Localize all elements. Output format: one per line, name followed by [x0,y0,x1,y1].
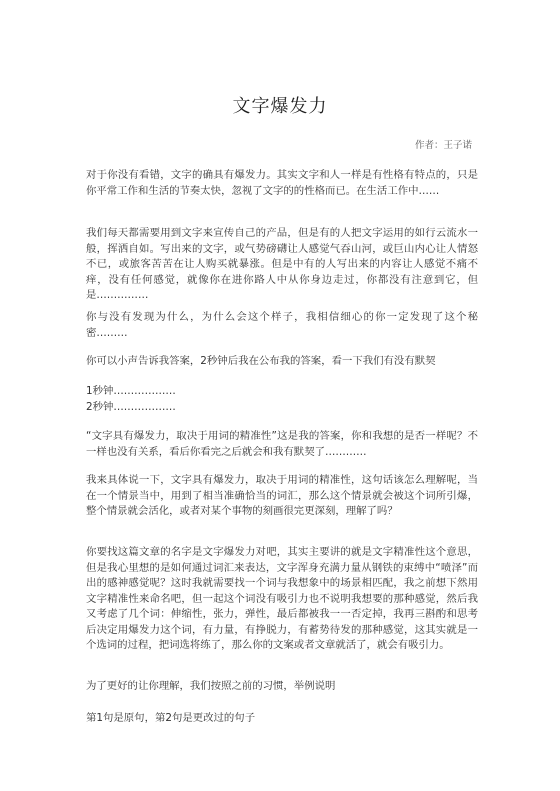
paragraph-intro: 对于你没有看错，文字的确具有爆发力。其实文字和人一样是有性格有特点的，只是你平常工作和生活的节奏太快，忽视了文字的的性格而已。在生活工作中…… [86,169,478,197]
paragraph-copywriting: 我们每天都需要用到文字来宣传自己的产品，但是有的人把文字运用的如行云流水一般，挥洒自如。写出来的文字，或气势磅礴让人感觉气吞山河，或巨山内心让人情怒不已，或旅客苦苦在让人购买就暴涨。但是中有的人写出来的内容让人感觉不痛不痒，没有任何感觉，就像你在进你路人中从你身边走过，你都没有注意到它，但是…………… [86,227,478,301]
paragraph-answer: “文字具有爆发力，取决于用词的精准性”这是我的答案，你和我想的是否一样呢？不一样也没有关系，看后你看完之后就会和我有默契了………… [86,430,478,458]
countdown-line-2: 2秒钟……………… [86,401,176,413]
paragraph-explanation: 我来具体说一下，文字具有爆发力，取决于用词的精准性，这句话该怎么理解呢，当在一个情景当中，用到了相当准确恰当的词汇，那么这个情景就会被这个词所引爆，整个情景就会活化，或者对某个事物的刻画很完更深刻，理解了吗？ [86,474,478,517]
paragraph-secret: 你与没有发现为什么，为什么会这个样子，我相信细心的你一定发现了这个秘密……… [86,311,478,339]
paragraph-whisper: 你可以小声告诉我答案，2秒钟后我在公布我的答案，看一下我们有没有默契 [86,355,436,367]
paragraph-naming: 你要找这篇文章的名字是文字爆发力对吧，其实主要讲的就是文字精准性这个意思，但是我心里想的是如何通过词汇来表达，文字浑身充满力量从钢铁的束缚中“喷泽”而出的感神感觉呢？这时我就需要找一个词与我想象中的场景相匹配，我之前想下然用文字精准性来命名吧，但一起这个词没有吸引力也不说明我想要的那种感觉，然后我又考虑了几个词：伸缩性，张力，弹性，最后都被我一一否定掉，我再三斟酌和思考后决定用爆发力这个词，有力量，有挣脱力，有蓄势待发的那种感觉，这其实就是一个选词的过程，把词选将练了，那么你的文案或者文章就活了，就会有吸引力。 [86,546,478,651]
author-line: 作者：王子诺 [414,140,472,151]
paragraph-example-intro: 为了更好的让你理解，我们按照之前的习惯，举例说明 [86,680,336,692]
document-title: 文字爆发力 [232,96,328,117]
paragraph-example-note: 第1句是原句，第2句是更改过的句子 [86,712,256,724]
countdown-line-1: 1秒钟……………… [86,385,176,397]
